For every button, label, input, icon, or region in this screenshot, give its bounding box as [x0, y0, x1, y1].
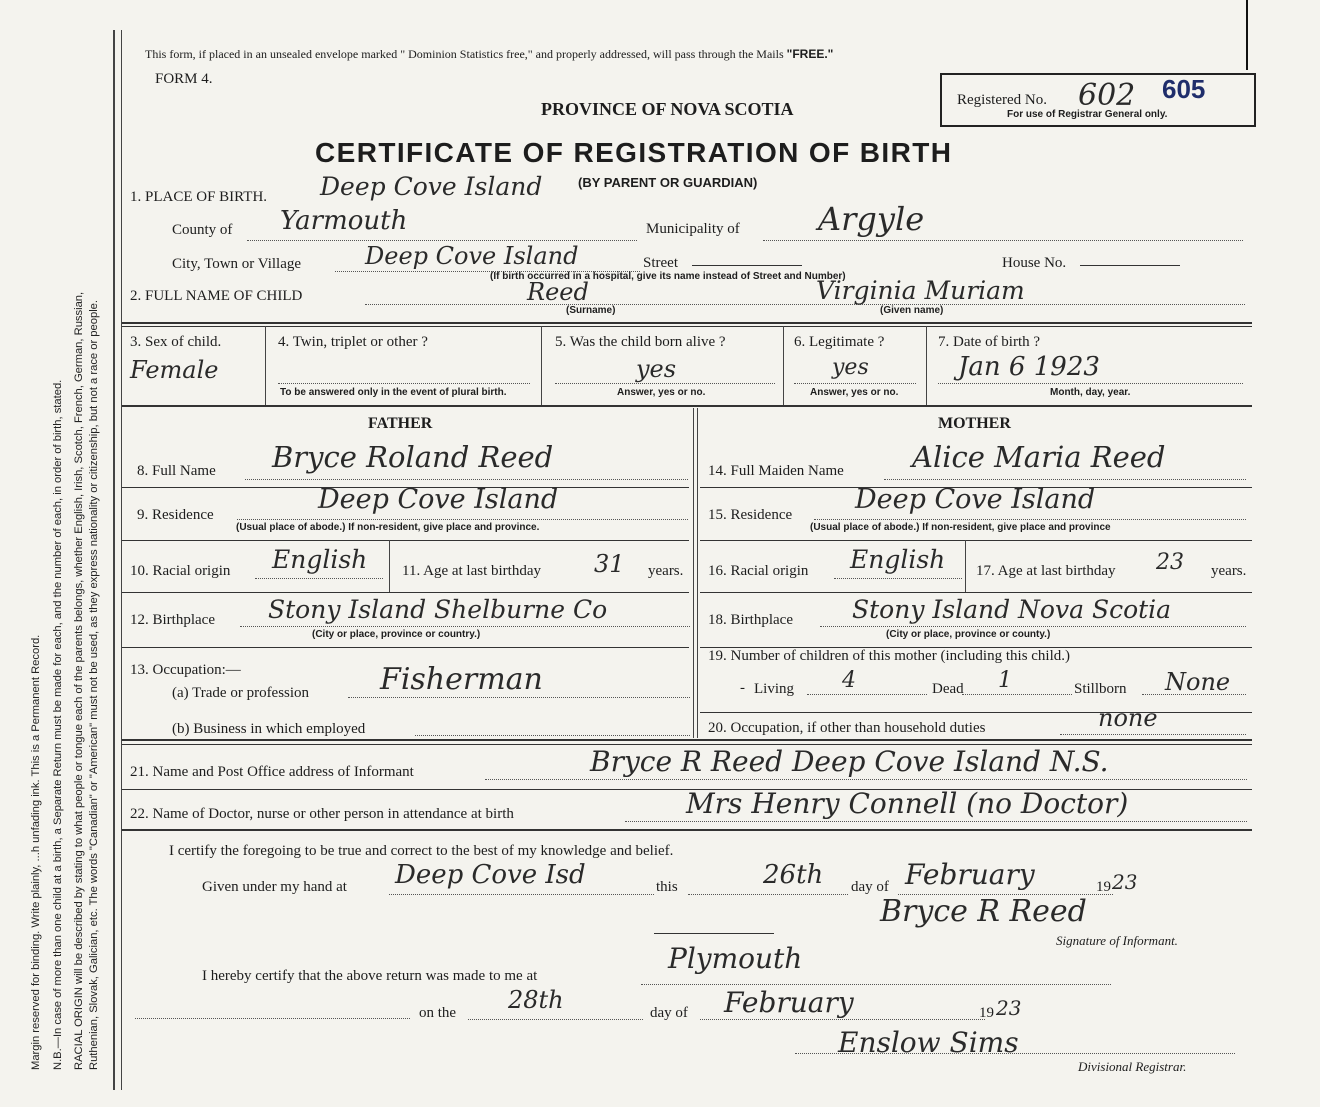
father-residence-label: 9. Residence: [137, 507, 214, 523]
county-line: [247, 240, 637, 241]
row-rule: [700, 540, 1252, 541]
living-line: [807, 694, 927, 695]
given-place-line: [389, 894, 654, 895]
doctor-value: Mrs Henry Connell (no Doctor): [686, 787, 1129, 820]
given-day: 26th: [763, 860, 824, 890]
mother-age-label: 17. Age at last birthday: [976, 563, 1116, 579]
legitimate-value: yes: [832, 355, 869, 380]
father-years: years.: [648, 563, 684, 579]
section-rule: [122, 322, 1252, 324]
father-residence-line: [237, 519, 688, 520]
mother-residence-line: [814, 519, 1246, 520]
mother-children-label: 19. Number of children of this mother (including this child.): [708, 648, 1071, 664]
living-prefix: -: [740, 680, 745, 696]
reg-year-prefix: 19: [979, 1005, 994, 1021]
row-rule: [700, 712, 1252, 713]
father-trade-label: (a) Trade or profession: [172, 685, 310, 701]
mother-birthplace-note: (City or place, province or county.): [886, 629, 1051, 640]
child-name-line: [365, 304, 1245, 305]
on-the-leader: [135, 1018, 410, 1019]
hospital-note: (If birth occurred in a hospital, give its name instead of Street and Number): [490, 271, 846, 282]
child-name-label: 2. FULL NAME OF CHILD: [130, 288, 303, 304]
reg-month-line: [700, 1019, 985, 1020]
informant-line: [485, 779, 1247, 780]
dob-value: Jan 6 1923: [958, 352, 1100, 382]
legitimate-note: Answer, yes or no.: [810, 387, 899, 398]
box-divider: [265, 326, 266, 406]
municipality-line: [763, 240, 1243, 241]
father-trade: Fisherman: [380, 662, 543, 697]
father-birthplace-line: [240, 626, 690, 627]
stillborn-label: Stillborn: [1074, 681, 1127, 697]
mother-racial-line: [834, 578, 962, 579]
mother-racial: English: [850, 545, 946, 574]
given-month: February: [905, 858, 1035, 891]
this-label: this: [656, 879, 678, 895]
dead-value: 1: [998, 668, 1012, 693]
mother-occupation-label: 20. Occupation, if other than household duties: [708, 720, 986, 736]
reg-place-line: [641, 984, 1111, 985]
child-surname: Reed: [527, 278, 589, 306]
child-given-name: Virginia Muriam: [816, 276, 1025, 305]
living-label: Living: [754, 681, 794, 697]
certify-statement: I certify the foregoing to be true and correct to the best of my knowledge and belief.: [169, 843, 674, 859]
reg-year: 23: [996, 996, 1022, 1020]
registered-handwritten: 602: [1078, 78, 1136, 113]
margin-note-racial-origin: RACIAL ORIGIN will be described by stating to what people or tongue each of the parents belongs, whether English, Irish, Scotch, French, German, Russian,: [73, 291, 85, 1070]
section-rule: [122, 739, 1252, 741]
father-age-label: 11. Age at last birthday: [402, 563, 541, 579]
legitimate-label: 6. Legitimate ?: [794, 334, 885, 350]
section-rule-2: [122, 326, 1252, 327]
father-occupation-label: 13. Occupation:—: [130, 662, 241, 678]
dob-line: [938, 383, 1243, 384]
by-parent-note: (BY PARENT OR GUARDIAN): [578, 175, 758, 190]
cell-divider: [965, 540, 966, 592]
day-of-label: day of: [851, 879, 889, 895]
mother-name-label: 14. Full Maiden Name: [708, 463, 844, 479]
row-rule: [122, 592, 689, 593]
county-label: County of: [172, 222, 233, 238]
page-title: CERTIFICATE OF REGISTRATION OF BIRTH: [315, 137, 953, 168]
mother-heading: MOTHER: [938, 415, 1011, 432]
province-heading: PROVINCE OF NOVA SCOTIA: [541, 99, 794, 119]
registered-stamp: 605: [1162, 74, 1206, 104]
sex-value: Female: [130, 356, 219, 384]
section-rule: [122, 829, 1252, 831]
margin-rule: [113, 30, 115, 1090]
mother-racial-label: 16. Racial origin: [708, 563, 809, 579]
father-residence: Deep Cove Island: [318, 484, 559, 515]
row-rule: [122, 540, 689, 541]
father-racial: English: [272, 545, 368, 574]
city-label: City, Town or Village: [172, 256, 302, 272]
reg-place: Plymouth: [668, 942, 803, 975]
father-heading: FATHER: [368, 415, 433, 432]
signature-rule: [654, 933, 774, 934]
dead-line: [962, 694, 1072, 695]
dob-label: 7. Date of birth ?: [938, 334, 1041, 350]
mother-name-line: [884, 479, 1246, 480]
street-label: Street: [643, 255, 678, 271]
father-racial-label: 10. Racial origin: [130, 563, 231, 579]
mother-residence-note: (Usual place of abode.) If non-resident, give place and province: [810, 522, 1111, 533]
mother-age: 23: [1156, 550, 1184, 575]
dob-note: Month, day, year.: [1050, 387, 1131, 398]
reg-day: 28th: [508, 986, 564, 1014]
row-rule: [700, 592, 1252, 593]
reg-month: February: [724, 986, 854, 1019]
municipality-label: Municipality of: [646, 221, 740, 237]
place-of-birth-label: 1. PLACE OF BIRTH.: [130, 189, 268, 205]
father-age: 31: [594, 550, 625, 578]
father-trade-line: [348, 697, 690, 698]
year-prefix: 19: [1096, 879, 1111, 895]
day-line: [688, 894, 848, 895]
cell-divider: [389, 540, 390, 592]
father-birthplace-note: (City or place, province or country.): [312, 629, 481, 640]
twin-line: [278, 383, 530, 384]
mother-occupation: none: [1098, 704, 1158, 732]
doctor-line: [625, 821, 1247, 822]
registrar-certify-label: I hereby certify that the above return was made to me at: [202, 968, 538, 984]
county-value: Yarmouth: [280, 206, 408, 236]
alive-value: yes: [636, 355, 677, 383]
registrar-signature: Enslow Sims: [838, 1026, 1019, 1059]
father-name-label: 8. Full Name: [137, 463, 216, 479]
father-residence-note: (Usual place of abode.) If non-resident, give place and province.: [236, 522, 540, 533]
house-label: House No.: [1002, 255, 1067, 271]
column-divider-2: [697, 408, 698, 738]
informant-value: Bryce R Reed Deep Cove Island N.S.: [590, 745, 1109, 778]
margin-note-plural-birth: N.B.—In case of more than one child at a birth, a Separate Return must be made for each, and the number of each, in order of birth, stated.: [52, 379, 64, 1070]
registrar-label: Divisional Registrar.: [1078, 1059, 1187, 1074]
place-of-birth-value: Deep Cove Island: [320, 172, 543, 201]
father-birthplace: Stony Island Shelburne Co: [268, 595, 608, 624]
mother-residence: Deep Cove Island: [855, 484, 1096, 515]
registered-label: Registered No.: [957, 92, 1047, 108]
registrar-note: For use of Registrar General only.: [1007, 109, 1168, 120]
father-racial-line: [255, 578, 383, 579]
informant-label: 21. Name and Post Office address of Informant: [130, 764, 414, 780]
dead-label: Dead: [932, 681, 964, 697]
section-rule: [122, 405, 1252, 407]
stillborn-value: None: [1165, 668, 1231, 696]
house-line: [1080, 265, 1180, 266]
registrar-signature-line: [795, 1053, 1235, 1054]
margin-note-binding: Margin reserved for binding. Write plainly, ...h unfading ink. This is a Permanent Record.: [30, 634, 42, 1070]
mother-birthplace: Stony Island Nova Scotia: [852, 595, 1172, 624]
mother-occupation-line: [1060, 734, 1246, 735]
mother-birthplace-label: 18. Birthplace: [708, 612, 793, 628]
twin-note: To be answered only in the event of plural birth.: [280, 387, 507, 398]
signature-label: Signature of Informant.: [1056, 933, 1178, 948]
mother-years: years.: [1211, 563, 1247, 579]
street-line: [692, 265, 802, 266]
margin-rule-inner: [121, 30, 122, 1090]
given-under-label: Given under my hand at: [202, 879, 347, 895]
surname-label: (Surname): [566, 305, 616, 316]
reg-day-of-label: day of: [650, 1005, 688, 1021]
father-name-line: [245, 479, 688, 480]
twin-label: 4. Twin, triplet or other ?: [278, 334, 428, 350]
municipality-value: Argyle: [818, 200, 925, 238]
mail-note: This form, if placed in an unsealed envelope marked " Dominion Statistics free," and properly addressed, will pass through the Mails "FREE.": [145, 47, 834, 61]
father-name: Bryce Roland Reed: [272, 440, 554, 474]
column-divider: [693, 408, 694, 738]
city-value: Deep Cove Island: [365, 242, 579, 270]
box-divider: [541, 326, 542, 406]
mother-name: Alice Maria Reed: [912, 440, 1166, 474]
father-birthplace-label: 12. Birthplace: [130, 612, 215, 628]
alive-note: Answer, yes or no.: [617, 387, 706, 398]
legitimate-line: [794, 383, 916, 384]
alive-line: [555, 383, 775, 384]
box-divider: [783, 326, 784, 406]
mother-residence-label: 15. Residence: [708, 507, 793, 523]
given-name-label: (Given name): [880, 305, 944, 316]
given-year: 23: [1112, 870, 1138, 894]
row-rule: [122, 647, 689, 648]
form-number: FORM 4.: [155, 71, 213, 87]
margin-note-racial-origin-2: Ruthenian, Slovak, Galician, etc. The words "Canadian" or "American" must not be used, as they express nationality or citizenship, but not a race or people.: [88, 299, 100, 1070]
doctor-label: 22. Name of Doctor, nurse or other person in attendance at birth: [130, 806, 514, 822]
given-place: Deep Cove Isd: [395, 860, 586, 890]
edge-mark: [1246, 0, 1248, 70]
mother-birthplace-line: [820, 626, 1246, 627]
on-the-label: on the: [419, 1005, 457, 1021]
box-divider: [926, 326, 927, 406]
father-business-label: (b) Business in which employed: [172, 721, 366, 737]
reg-day-line: [468, 1019, 643, 1020]
father-business-line: [415, 735, 690, 736]
informant-signature: Bryce R Reed: [880, 894, 1087, 929]
alive-label: 5. Was the child born alive ?: [555, 334, 726, 350]
living-value: 4: [842, 668, 856, 693]
sex-label: 3. Sex of child.: [130, 334, 222, 350]
